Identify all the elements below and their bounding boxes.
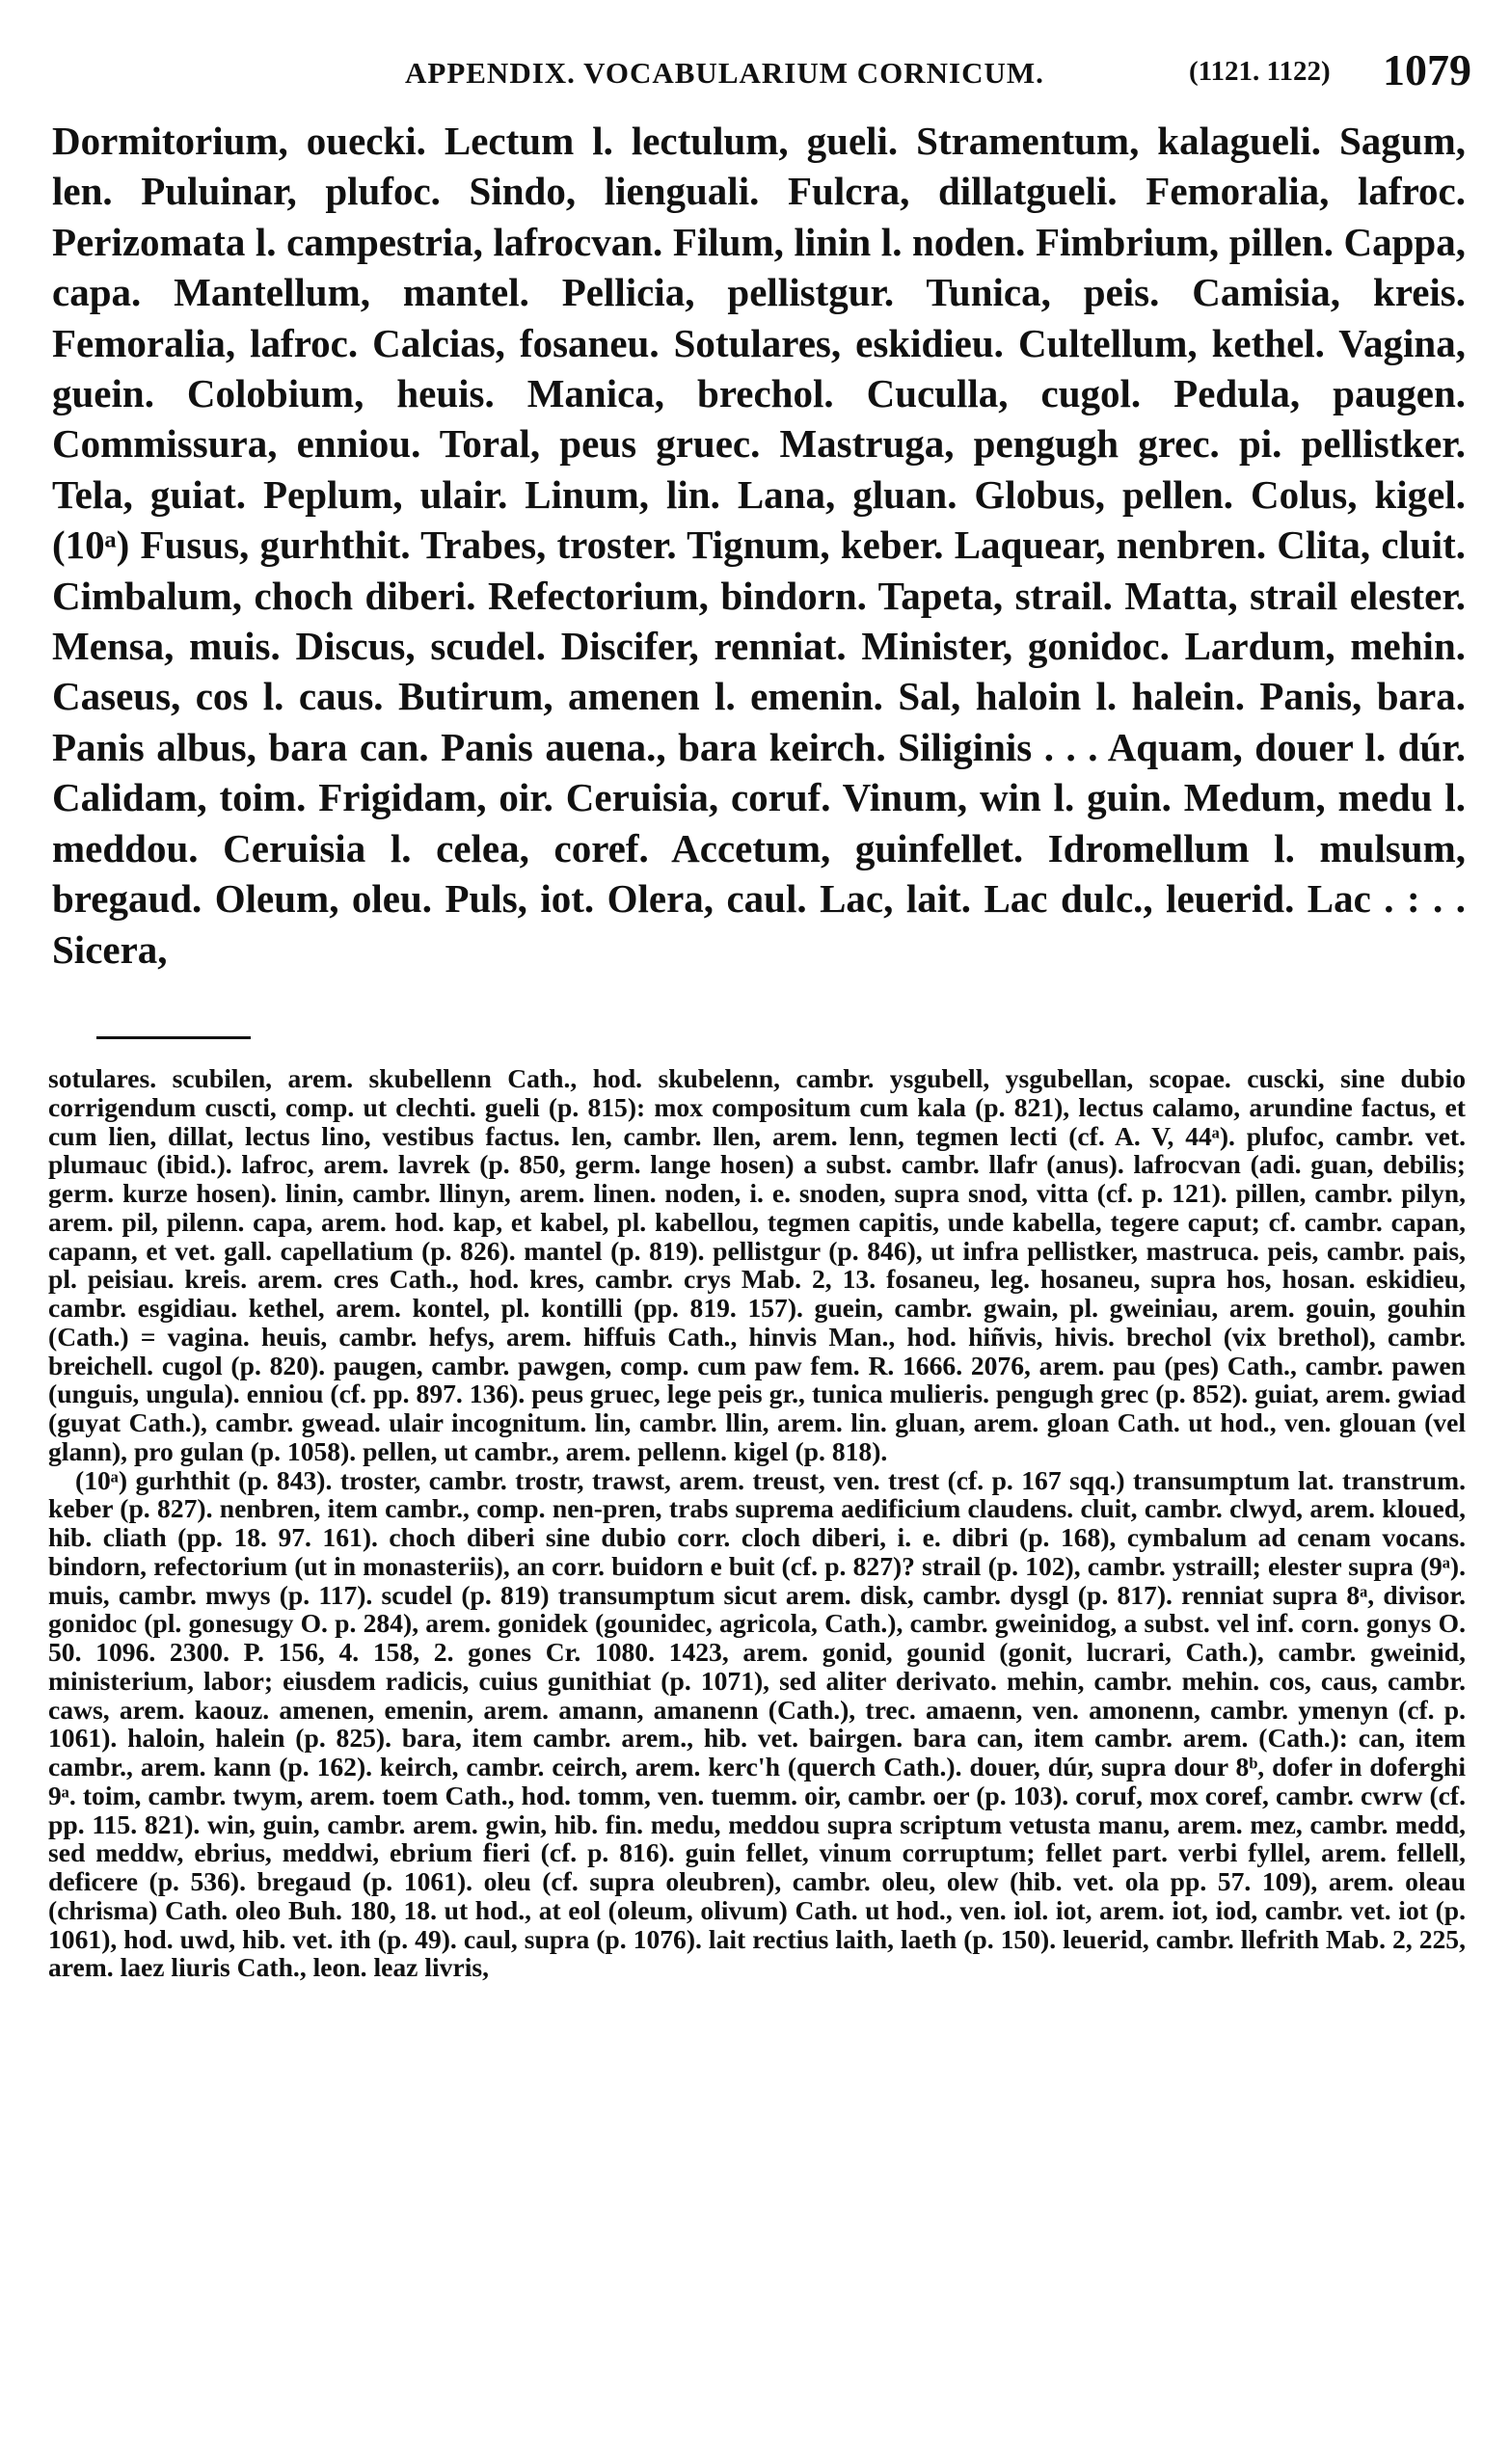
main-text: Dormitorium, ouecki. Lectum l. lectulum, gueli. Stramentum, kalagueli. Sagum, len. Puluinar, plufoc. Sindo, lienguali. Fulcra, dillatgueli. Femoralia, lafroc. Perizomata l. campestria, lafrocvan. Filum, linin l. noden. Fimbrium, pillen. Cappa, capa. Mantellum, mantel. Pellicia, pellistgur. Tunica, peis. Camisia, kreis. Femoralia, lafroc. Calcias, fosaneu. Sotulares, eskidieu. Cultellum, kethel. Vagina, guein. Colobium, heuis. Manica, brechol. Cuculla, cugol. Pedula, paugen. Commissura, enniou. Toral, peus gruec. Mastruga, pengugh grec. pi. pellistker. Tela, guiat. Peplum, ulair. Linum, lin. Lana, gluan. Globus, pellen. Colus, kigel. (10ᵃ) Fusus, gurhthit. Trabes, troster. Tignum, keber. Laquear, nenbren. Clita, cluit. Cimbalum, choch diberi. Refectorium, bindorn. Tapeta, strail. Matta, strail elester. Mensa, muis. Discus, scudel. Discifer, renniat. Minister, gonidoc. Lardum, mehin. Caseus, cos l. caus. Butirum, amenen l. emenin. Sal, haloin l. halein. Panis, bara. Panis albus, bara can. Panis auena., bara keirch. Siliginis . . . Aquam, douer l. dúr. Calidam, toim. Frigidam, oir. Ceruisia, coruf. Vinum, win l. guin. Medum, medu l. meddou. Ceruisia l. celea, coref. Accetum, guinfellet. Idromellum l. mulsum, bregaud. Oleum, oleu. Puls, iot. Olera, caul. Lac, lait. Lac dulc., leuerid. Lac . : . . Sicera, (52, 119, 1466, 972)
footnote-paragraph: (10ᵃ) gurhthit (p. 843). troster, cambr. trostr, trawst, arem. treust, ven. trest (cf. p. 167 sqq.) transumptum lat. transtrum. keber (p. 827). nenbren, item cambr., comp. nen-pren, trabs suprema aedificium claudens. cluit, cambr. clwyd, arem. kloued, hib. cliath (pp. 18. 97. 161). choch diberi sine dubio corr. cloch diberi, i. e. dibri (p. 168), cymbalum ad cenam vocans. bindorn, refectorium (ut in monasteriis), an corr. buidorn e buit (cf. p. 827)? strail (p. 102), cambr. ystraill; elester supra (9ᵃ). muis, cambr. mwys (p. 117). scudel (p. 819) transumptum sicut arem. disk, cambr. dysgl (p. 817). renniat supra 8ᵃ, divisor. gonidoc (pl. gonesugy O. p. 284), arem. gonidek (gounidec, agricola, Cath.), cambr. gweinidog, a subst. vel inf. corn. gonys O. 50. 1096. 2300. P. 156, 4. 158, 2. gones Cr. 1080. 1423, arem. gonid, gounid (gonit, lucrari, Cath.), cambr. gweinid, ministerium, labor; eiusdem radicis, cuius gunithiat (p. 1071), sed aliter derivato. mehin, cambr. mehin. cos, caus, cambr. caws, arem. kaouz. amenen, emenin, arem. amann, amanenn (Cath.), trec. amaenn, ven. amonenn, cambr. ymenyn (cf. p. 1061). haloin, halein (p. 825). bara, item cambr. arem., hib. vet. bairgen. bara can, item cambr. arem. (Cath.): can, item cambr., arem. kann (p. 162). keirch, cambr. ceirch, arem. kerc'h (querch Cath.). douer, dúr, supra dour 8ᵇ, dofer in doferghi 9ᵃ. toim, cambr. twym, arem. toem Cath., hod. tomm, ven. tuemm. oir, cambr. oer (p. 103). coruf, mox coref, cambr. cwrw (cf. pp. 115. 821). win, guin, cambr. arem. gwin, hib. fin. medu, meddou supra scriptum vetusta manu, arem. mez, cambr. medd, sed meddw, ebrius, meddwi, ebrium fieri (cf. p. 816). guin fellet, vinum corruptum; fellet part. verbi fyllel, arem. fellell, deficere (p. 536). bregaud (p. 1061). oleu (cf. supra oleubren), cambr. oleu, olew (hib. vet. ola pp. 57. 109), arem. oleau (chrisma) Cath. oleo Buh. 180, 18. ut hod., at eol (oleum, olivum) Cath. ut hod., ven. iol. iot, arem. iot, iod, cambr. vet. iot (p. 1061), hod. uwd, hib. vet. ith (p. 49). caul, supra (p. 1076). lait rectius laith, laeth (p. 150). leuerid, cambr. llefrith Mab. 2, 225, arem. laez liuris Cath., leon. leaz livris, (48, 1464, 1466, 1983)
footnotes (48, 1064, 1466, 1982)
footnote-rule (96, 1036, 251, 1039)
header-title: APPENDIX. VOCABULARIUM CORNICUM. (405, 56, 1044, 90)
page-number: 1079 (1383, 45, 1471, 94)
header-columns: (1121. 1122) (1189, 56, 1331, 87)
running-header (48, 37, 1471, 94)
footnote-paragraph: sotulares. scubilen, arem. skubellenn Cath., hod. skubelenn, cambr. ysgubell, ysgubellan, scopae. cuscki, sine dubio corrigendum cuscti, comp. ut clechti. gueli (p. 815): mox compositum cum kala (p. 821), lectus calamo, arundine factus, et cum lien, dillat, lectus lino, vestibus factus. len, cambr. llen, arem. lenn, tegmen lecti (cf. A. V, 44ᵃ). plufoc, cambr. vet. plumauc (ibid.). lafroc, arem. lavrek (p. 850, germ. lange hosen) a subst. cambr. llafr (anus). lafrocvan (adi. guan, debilis; germ. kurze hosen). linin, cambr. llinyn, arem. linen. noden, i. e. snoden, supra snod, vitta (cf. p. 121). pillen, cambr. pilyn, arem. pil, pilenn. capa, arem. hod. kap, et kabel, pl. kabellou, tegmen capitis, unde kabella, tegere caput; cf. cambr. capan, capann, et vet. gall. capellatium (p. 826). mantel (p. 819). pellistgur (p. 846), ut infra pellistker, mastruca. peis, cambr. pais, pl. peisiau. kreis. arem. cres Cath., hod. kres, cambr. crys Mab. 2, 13. fosaneu, leg. hosaneu, supra hos, hosan. eskidieu, cambr. esgidiau. kethel, arem. kontel, pl. kontilli (pp. 819. 157). guein, cambr. gwain, pl. gweiniau, arem. gouin, gouhin (Cath.) = vagina. heuis, cambr. hefys, arem. hiffuis Cath., hinvis Man., hod. hiñvis, hivis. brechol (vix brethol), cambr. breichell. cugol (p. 820). paugen, cambr. pawgen, comp. cum paw fem. R. 1666. 2076, arem. pau (pes) Cath., cambr. pawen (unguis, ungula). enniou (cf. pp. 897. 136). peus gruec, lege peis gr., tunica mulieris. pengugh grec (p. 852). guiat, arem. gwiad (guyat Cath.), cambr. gwead. ulair incognitum. lin, cambr. llin, arem. lin. gluan, arem. gloan Cath. ut hod., ven. glouan (vel glann), pro gulan (p. 1058). pellen, ut cambr., arem. pellenn. kigel (p. 818). (48, 1063, 1466, 1466)
